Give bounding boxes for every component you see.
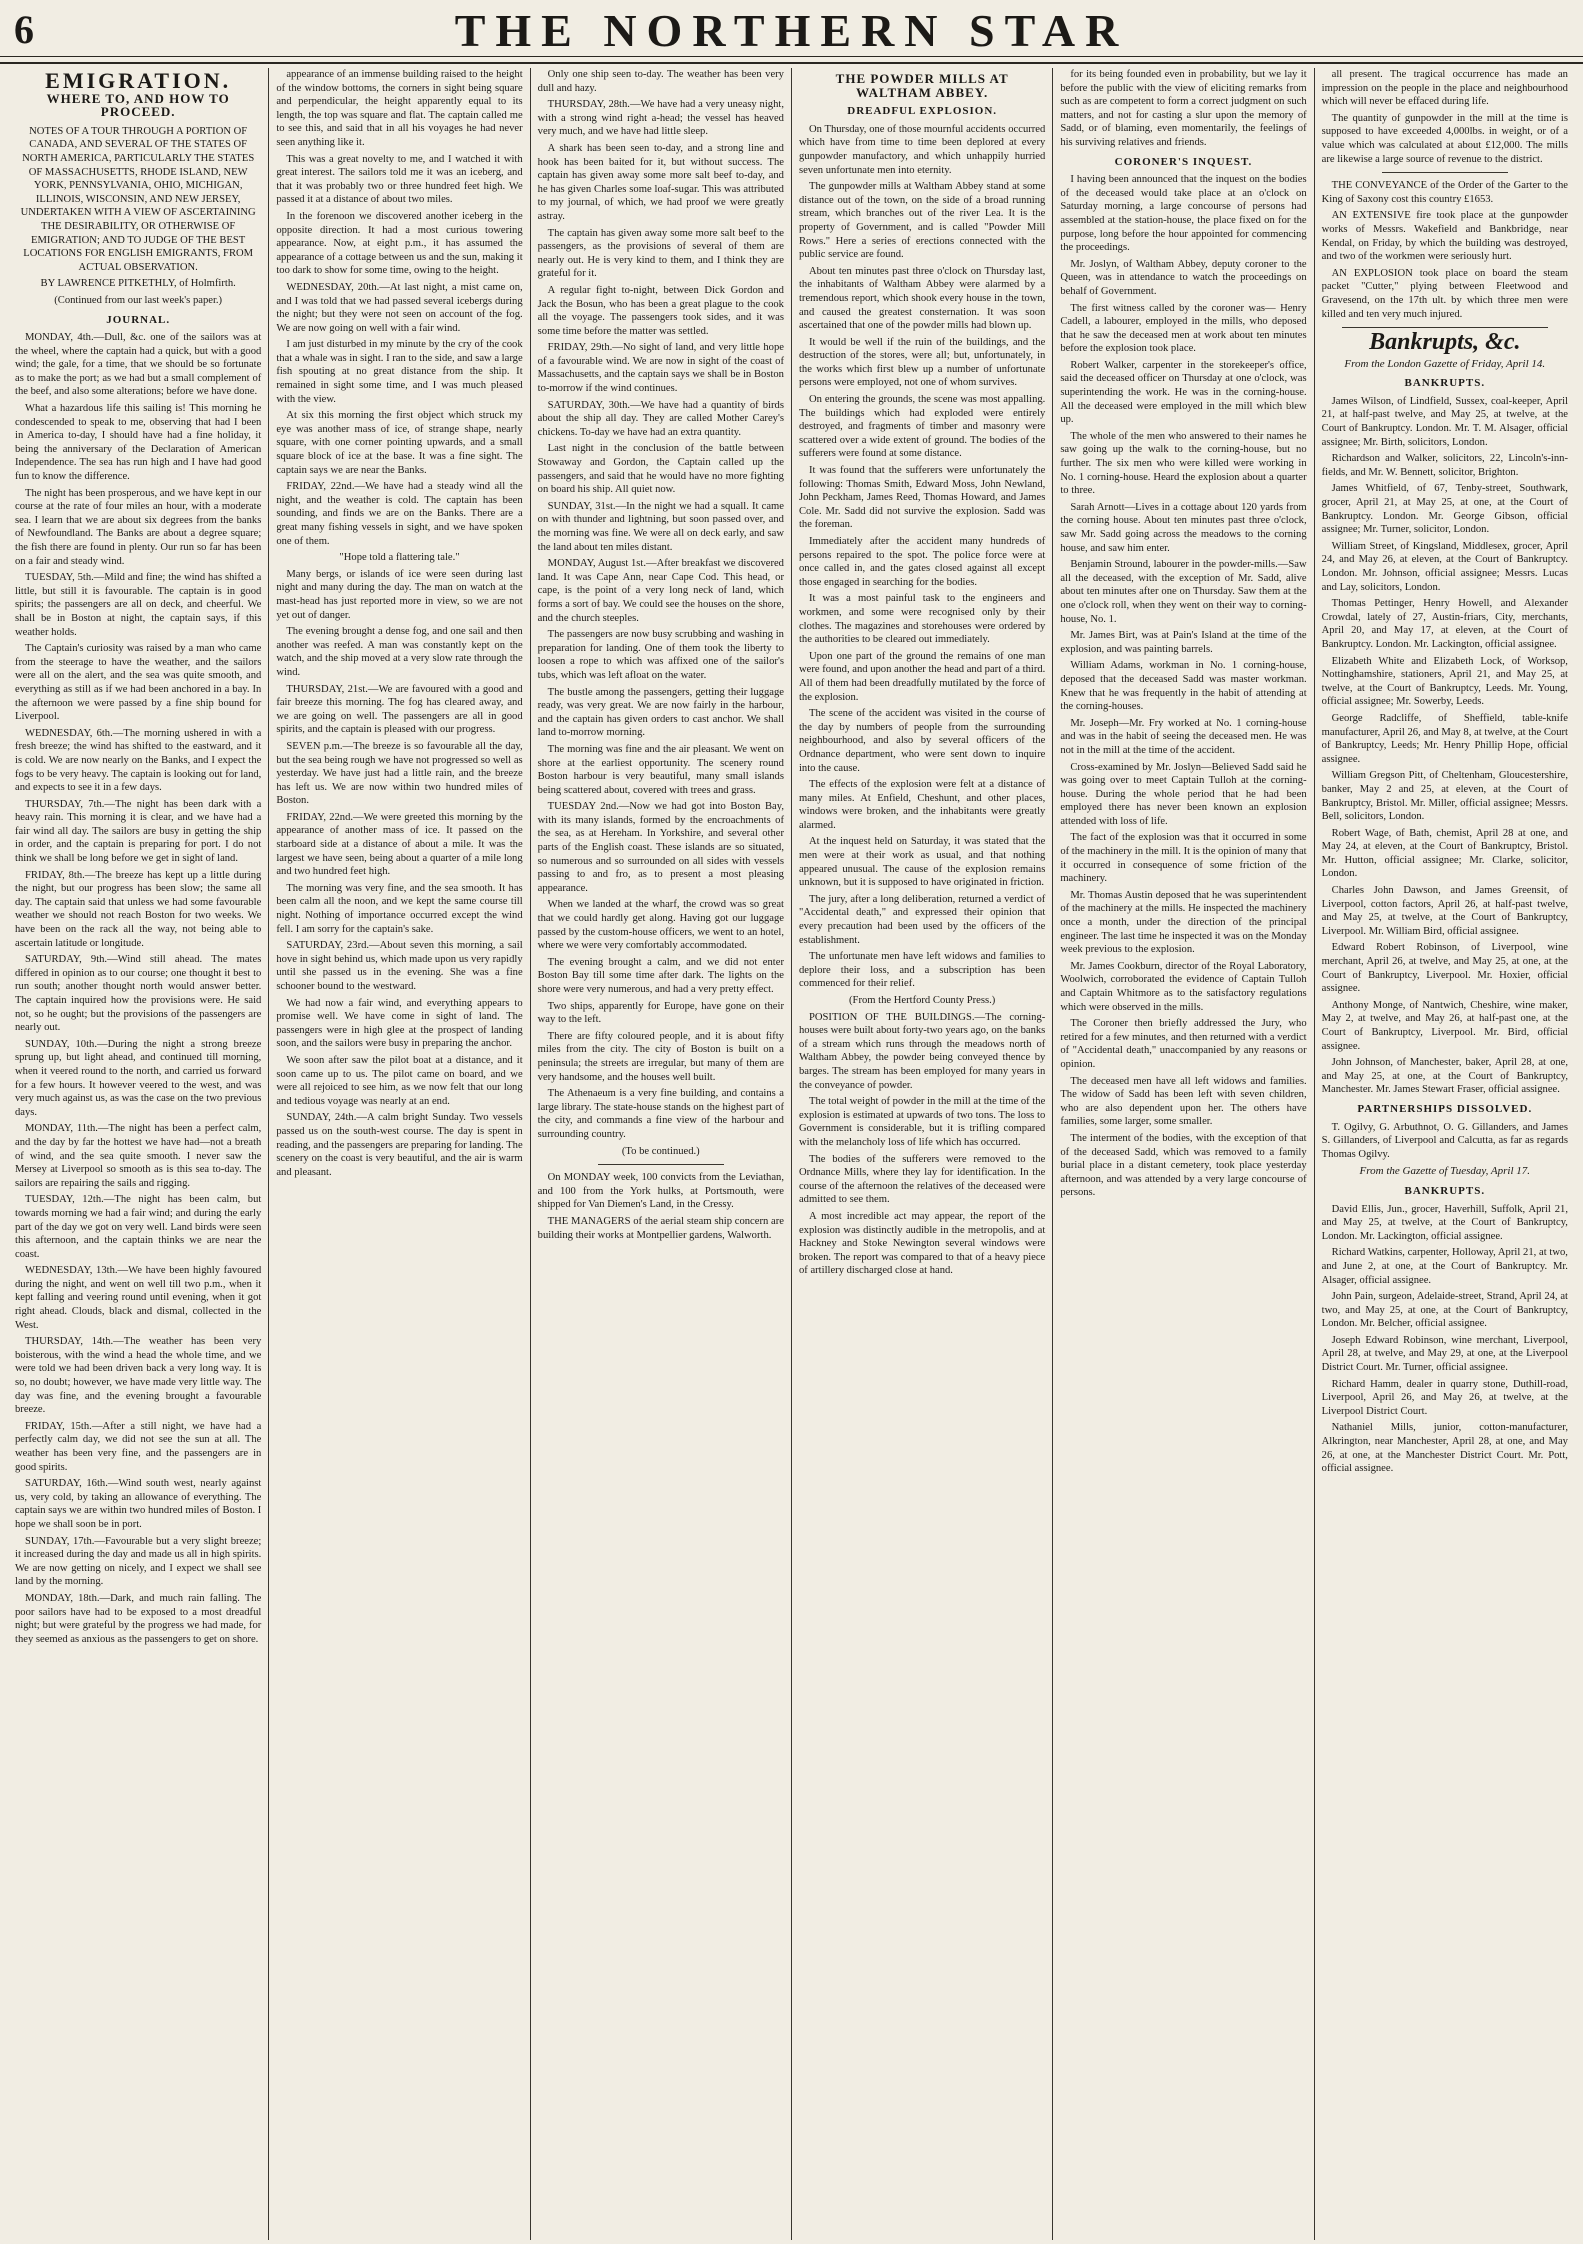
- article-paragraph: The scene of the accident was visited in the course of the day by numbers of people from the surrounding neighbourhood, and also by several officers of the Ordnance department, who were sent down to inquire into the cause.: [798, 708, 1046, 774]
- article-paragraph: all present. The tragical occurrence has made an impression on the people in the place and neighbourhood which will never be effaced during life.: [1321, 69, 1568, 108]
- divider: [598, 1164, 724, 1165]
- article-paragraph: The jury, after a long deliberation, returned a verdict of "Accidental death," and expressed their opinion that every precaution had been used by the officers of the establishment.: [798, 893, 1046, 946]
- bankrupt-entry: Edward Robert Robinson, of Liverpool, wine merchant, April 26, at twelve, and May 25, at one, at the Court of Bankruptcy, Liverpool. Mr. Hoxier, official assignee.: [1321, 942, 1568, 995]
- article-paragraph: The morning was very fine, and the sea smooth. It has been calm all the noon, and we kept the same course till night. Nothing of importance occurred except the wind fell. I am sorry for the captain's sake.: [276, 882, 523, 935]
- article-paragraph: The gunpowder mills at Waltham Abbey stand at some distance out of the town, on the side of a broad running stream, which branches out of the river Lea. It is the property of Government, and is called "Powder Mill Rows." Here a series of erections connected with the public service are found.: [798, 181, 1046, 261]
- article-paragraph: This was a great novelty to me, and I watched it with great interest. The sailors told me it was an iceberg, and that it was probably two or three hundred feet high. We passed it at a distance of about two miles.: [276, 153, 523, 206]
- article-paragraph: Mr. Thomas Austin deposed that he was superintendent of the machinery at the mills. He inspected the machinery once a month, under the direction of the principal engineer. The last time he inspected it was on the Monday week previous to the explosion.: [1060, 889, 1307, 956]
- news-item: AN EXPLOSION took place on board the steam packet "Cutter," plying between Fleetwood and Gravesend, on the 17th ult. by which three men were killed and ten very much injured.: [1321, 267, 1568, 320]
- column-4: [792, 68, 1053, 2240]
- article-paragraph: FRIDAY, 22nd.—We have had a steady wind all the night, and the weather is cold. The captain has been sounding, and finds we are on the Banks. There are a great many fishing vessels in sight, and we have spoken one of them.: [276, 481, 523, 547]
- bankrupt-entry: Nathaniel Mills, junior, cotton-manufacturer, Alkrington, near Manchester, April 28, at one, and May 26, at one, at the Manchester District Court. Mr. Pott, official assignee.: [1321, 1422, 1568, 1475]
- article-paragraph: FRIDAY, 8th.—The breeze has kept up a little during the night, but our progress has been slow; the same all day. The captain said that unless we had some favourable weather we should not reach Boston for two weeks. We have been on the rack all the way, not being able to ascertain latitude or longitude.: [15, 869, 262, 949]
- masthead: THE NORTHERN STAR: [454, 5, 1129, 56]
- article-paragraph: MONDAY, 11th.—The night has been a perfect calm, and the day by far the hottest we have had—not a breath of wind, and the sea quite smooth. I never saw the Mersey at Liverpool so smooth as is this sea to-day. The sailors are repairing the sails and rigging.: [15, 1123, 262, 1189]
- article-paragraph: SUNDAY, 10th.—During the night a strong breeze sprung up, but light ahead, and continued till morning, when it veered round to the north, and carried us forward for a few hours. It however veered to the west, and was very much against us, as was the case on the two previous days.: [15, 1038, 262, 1118]
- article-paragraph: The deceased men have all left widows and families. The widow of Sadd has been left with seven children, who are also dependent upon her. The others have families, some larger, some smaller.: [1060, 1075, 1307, 1128]
- article-paragraph: The night has been prosperous, and we have kept in our course at the rate of four miles an hour, with a moderate sea. I learn that we are about six degrees from the banks of Newfoundland. The Banks are about a degree square; the fish there are found in plenty. Our run so far has been on a fair and steady wind.: [15, 487, 262, 567]
- news-item: On MONDAY week, 100 convicts from the Leviathan, and 100 from the York hulks, at Portsmouth, were shipped for Van Diemen's Land, in the Cressy.: [537, 1172, 784, 1211]
- divider: [1342, 327, 1548, 328]
- journal-heading: JOURNAL.: [106, 313, 171, 326]
- article-paragraph: The Coroner then briefly addressed the Jury, who retired for a few minutes, and then returned with a verdict of "Accidental death," unaccompanied by any reasons or opinion.: [1060, 1018, 1307, 1070]
- column-1: [8, 68, 269, 2240]
- article-paragraph: The bustle among the passengers, getting their luggage ready, was very great. We are now fairly in the harbour, and the captain has given orders to cast anchor. We shall land to-morrow morning.: [537, 686, 784, 739]
- article-paragraph: It was found that the sufferers were unfortunately the following: Thomas Smith, Edward Moss, John Newland, John Peckham, James Reed, Thomas Howard, and James Cole. Mr. Sadd did not survive the explosion. Sadd was the foreman.: [798, 465, 1046, 531]
- column-6: [1315, 68, 1575, 2240]
- article-paragraph: Robert Walker, carpenter in the storekeeper's office, said the deceased officer on Thursday at one o'clock, was superintending the work. He was in the corning-house. All the deceased were employed in the mill which blew up.: [1060, 359, 1307, 426]
- article-paragraph: The morning was fine and the air pleasant. We went on shore at the earliest opportunity. The scenery round Boston harbour is very beautiful, many small islands being scattered about, covered with trees and grass.: [537, 743, 784, 796]
- bankrupt-entry: John Pain, surgeon, Adelaide-street, Strand, April 24, at two, and May 25, at one, at the Court of Bankruptcy, London. Mr. Belcher, official assignee.: [1321, 1291, 1568, 1330]
- article-paragraph: Upon one part of the ground the remains of one man were found, and upon another the head and part of a third. All of them had been dreadfully mutilated by the force of the explosion.: [798, 650, 1046, 703]
- article-paragraph: Mr. James Cookburn, director of the Royal Laboratory, Woolwich, corroborated the evidence of Captain Tulloh and Captain Whitmore as to the satisfactory regulations which were observed in the mills.: [1060, 960, 1307, 1013]
- article-title: THE POWDER MILLS AT WALTHAM ABBEY.: [835, 71, 1009, 100]
- article-paragraph: At the inquest held on Saturday, it was stated that the men were at their work as usual, and that nothing appeared unusual. The cause of the explosion remains unknown, but it is supposed to have originated in friction.: [798, 836, 1046, 889]
- gazette-dateline: From the Gazette of Tuesday, April 17.: [1359, 1165, 1531, 1178]
- article-paragraph: TUESDAY, 12th.—The night has been calm, but towards morning we had a fair wind; and during the early part of the day we got on very well. Land birds were seen this afternoon, and the captain thinks we are near the coast.: [15, 1194, 262, 1260]
- article-paragraph: It would be well if the ruin of the buildings, and the destruction of the stores, were all; but, unfortunately, in the works which first blew up a number of unfortunate persons were employed, not one of whom survives.: [798, 336, 1046, 389]
- article-paragraph: SATURDAY, 16th.—Wind south west, nearly against us, very cold, by taking an allowance of everything. The captain says we are within two hundred miles of Boston. I hope we shall soon be in port.: [15, 1478, 262, 1530]
- article-paragraph: On entering the grounds, the scene was most appalling. The buildings which had exploded were entirely destroyed, and fragments of timber and masonry were scattered over a wide extent of ground. The bodies of the sufferers were found at some distance.: [798, 394, 1046, 460]
- bankrupt-entry: Charles John Dawson, and James Greensit, of Liverpool, cotton factors, April 26, at half-past twelve, and May 25, at twelve, at the Court of Bankruptcy, Liverpool. Mr. William Bird, official assignee.: [1321, 885, 1568, 937]
- article-paragraph: The bodies of the sufferers were removed to the Ordnance Mills, where they lay for identification. In the course of the afternoon the relatives of the deceased were admitted to see them.: [798, 1153, 1046, 1206]
- article-paragraph: The passengers are now busy scrubbing and washing in preparation for landing. One of them took the liberty to loosen a rope to which was affixed one of the sailor's tubs, which was left afloat on the water.: [537, 629, 784, 681]
- gazette-dateline: From the London Gazette of Friday, April 14.: [1344, 357, 1546, 370]
- article-subtitle: DREADFUL EXPLOSION.: [847, 105, 998, 118]
- bankrupt-entry: George Radcliffe, of Sheffield, table-knife manufacturer, April 26, and May 8, at twelve, at the Court of Bankruptcy, Leeds; Mr. Henry Phillip Hope, official assignee.: [1321, 712, 1568, 765]
- article-paragraph: Immediately after the accident many hundreds of persons repaired to the spot. The police force were at once called in, and the gates closed against all except those engaged in searching for the bodies.: [798, 536, 1046, 588]
- bankrupts-label: BANKRUPTS.: [1404, 1184, 1486, 1197]
- news-item: THE CONVEYANCE of the Order of the Garter to the King of Saxony cost this country £1653.: [1321, 180, 1568, 205]
- article-paragraph: TUESDAY, 5th.—Mild and fine; the wind has shifted a little, but still it is favourable. The captain is in good spirits; the passengers are all on deck, and cheerful. We shall be in Boston at night, the captain says, if this weather holds.: [15, 572, 262, 638]
- bankrupt-entry: James Wilson, of Lindfield, Sussex, coal-keeper, April 21, at half-past twelve, and May 25, at twelve, at the Court of Bankruptcy. London. Mr. T. M. Alsager, official assignee; Mr. Birth, solicitors, London.: [1321, 395, 1568, 448]
- article-paragraph: The whole of the men who answered to their names he saw going up the walk to the corning-house, but no further. The six men who were killed were working in No. 1 corning-house. Heard the explosion about a quarter to three.: [1060, 430, 1307, 497]
- bankrupt-entry: Richard Hamm, dealer in quarry stone, Duthill-road, Liverpool, April 26, and May 26, at twelve, at the Liverpool District Court.: [1321, 1378, 1568, 1417]
- article-paragraph: SATURDAY, 30th.—We have had a quantity of birds about the ship all day. They are called Mother Carey's chickens. To-day we have had an extra quantity.: [537, 399, 784, 438]
- article-paragraph: The first witness called by the coroner was— Henry Cadell, a labourer, employed in the mills, who deposed that he saw the deceased men at work about ten minutes before the explosion took place.: [1060, 302, 1307, 355]
- article-paragraph: FRIDAY, 29th.—No sight of land, and very little hope of a favourable wind. We are now in sight of the coast of Massachusetts, and the captain says we shall be in Boston to-morrow if the wind continues.: [537, 342, 784, 395]
- article-paragraph: MONDAY, 18th.—Dark, and much rain falling. The poor sailors have had to be exposed to a most dreadful night; but were grateful by the progress we had made, for they seemed as anxious as the passengers to get on shore.: [15, 1592, 262, 1645]
- bankrupt-entry: Anthony Monge, of Nantwich, Cheshire, wine maker, May 2, at twelve, and May 26, at half-past one, at the Court of Bankruptcy, Liverpool. Mr. Bird, official assignee.: [1321, 999, 1568, 1052]
- bankrupts-label: BANKRUPTS.: [1404, 377, 1486, 390]
- bankrupt-entry: David Ellis, Jun., grocer, Haverhill, Suffolk, April 21, and May 25, at twelve, at the Court of Bankruptcy, London. Mr. Lackington, official assignee.: [1321, 1203, 1568, 1242]
- article-paragraph: In the forenoon we discovered another iceberg in the opposite direction. It had a most curious towering appearance. Now, at eight p.m., it has assumed the appearance of a cottage between us and the sun, making it too dark to show for some time, owing to the height.: [276, 210, 523, 277]
- inquest-heading: CORONER'S INQUEST.: [1114, 155, 1253, 168]
- article-paragraph: On Thursday, one of those mournful accidents occurred which have from time to time been deplored at every gunpowder manufactory, and which unhappily hurried seven unfortunate men into eternity.: [798, 123, 1046, 176]
- quotation: "Hope told a flattering tale.": [339, 552, 460, 564]
- article-paragraph: We had now a fair wind, and everything appears to promise well. We have come in sight of land. The passengers were in high glee at the prospect of landing soon, and the sailors were busy in preparing the anchor.: [276, 997, 523, 1050]
- article-paragraph: SATURDAY, 9th.—Wind still ahead. The mates differed in opinion as to our course; one thought it best to run south; another thought north would answer better. The captain inquired how the provisions were. He said not, so he ought; but the provisions of the passengers are nearly out.: [15, 954, 262, 1034]
- section-subtitle: WHERE TO, AND HOW TO PROCEED.: [46, 90, 230, 120]
- article-paragraph: Mr. Joslyn, of Waltham Abbey, deputy coroner to the Queen, was in attendance to watch the proceedings on behalf of Government.: [1060, 258, 1307, 297]
- article-paragraph: POSITION OF THE BUILDINGS.—The corning-houses were built about forty-two years ago, on the banks of a stream which runs through the meadows north of Waltham Abbey, the powder being conveyed thence by barges. The stream has been employed for many years in the conveyance of powder.: [798, 1011, 1046, 1091]
- article-paragraph: SUNDAY, 17th.—Favourable but a very slight breeze; it increased during the day and made us all in high spirits. We are now getting on nicely, and I expect we shall see land by the morning.: [15, 1535, 262, 1588]
- news-item: THE MANAGERS of the aerial steam ship concern are building their works at Montpellier gardens, Walworth.: [537, 1215, 784, 1241]
- bankrupt-entry: Robert Wage, of Bath, chemist, April 28 at one, and May 24, at eleven, at the Court of Bankruptcy, Bristol. Mr. Hutton, official assignee; Mr. Clarke, solicitor, London.: [1321, 827, 1568, 880]
- section-title: EMIGRATION.: [45, 68, 232, 93]
- article-paragraph: It was a most painful task to the engineers and workmen, and some were recognised only by their clothes. The magazines and storehouses were ordered by the authorities to be cleared out immediately.: [798, 593, 1046, 646]
- article-paragraph: Sarah Arnott—Lives in a cottage about 120 yards from the corning house. About ten minutes past three o'clock, saw Mr. Sadd going across the meadows to the corning house, and saw him enter.: [1060, 501, 1307, 554]
- article-paragraph: The fact of the explosion was that it occurred in some of the machinery in the mill. It is the opinion of many that it occurred in consequence of some friction of the machinery.: [1060, 832, 1307, 885]
- bankrupt-entry: Richardson and Walker, solicitors, 22, Lincoln's-inn-fields, and Mr. W. Bennett, solicitor, Brighton.: [1321, 453, 1568, 478]
- article-paragraph: The captain has given away some more salt beef to the passengers, as the provisions of several of them are nearly out. He is very kind to them, and I think they are grateful for it.: [537, 227, 784, 280]
- article-paragraph: TUESDAY 2nd.—Now we had got into Boston Bay, with its many islands, formed by the encroachments of the sea, as at Hereham. In Yorkshire, and several other parts of the English coast. These islands are so situated, so numerous and so surrounded on all sides with vessels passing to and fro, as to present a most pleasing appearance.: [537, 801, 784, 894]
- column-3: [531, 68, 792, 2240]
- article-paragraph: WEDNESDAY, 13th.—We have been highly favoured during the night, and went on well till two p.m., when it kept falling and veering round until evening, when it got right ahead. Clouds, black and dismal, collected in the West.: [15, 1265, 262, 1331]
- article-paragraph: Mr. James Birt, was at Pain's Island at the time of the explosion, and was painting barrels.: [1060, 630, 1307, 655]
- page-header: [0, 0, 1583, 64]
- article-paragraph: Cross-examined by Mr. Joslyn—Believed Sadd said he was going over to meet Captain Tulloh at the corning-house. During the whole period that he had been employed there has never been known an explosion attended with loss of life.: [1060, 761, 1307, 827]
- article-paragraph: Last night in the conclusion of the battle between Stowaway and Gordon, the Captain called up the passengers, and said that he would have no more fighting on board his ship. All quiet now.: [537, 443, 784, 496]
- article-paragraph: There are fifty coloured people, and it is about fifty miles from the city. The city of Boston is built on a peninsula; the streets are irregular, but many of them are very handsome, and the houses well built.: [537, 1030, 784, 1083]
- tour-notes: NOTES OF A TOUR THROUGH A PORTION OF CANADA, AND SEVERAL OF THE STATES OF NORTH AMERICA, PARTICULARLY THE STATES OF MASSACHUSETTS, RHODE ISLAND, NEW YORK, PENNSYLVANIA, OHIO, MICHIGAN, ILLINOIS, WISCONSIN, AND NEW JERSEY, UNDERTAKEN WITH A VIEW OF ASCERTAINING THE DESIRABILITY, OR OTHERWISE OF EMIGRATION; AND TO JUDGE OF THE BEST LOCATIONS FOR ENGLISH EMIGRANTS, FROM ACTUAL OBSERVATION.: [20, 125, 256, 273]
- bankrupt-entry: Thomas Pettinger, Henry Howell, and Alexander Crowdal, lately of 27, Austin-friars, City, merchants, April 20, and May 17, at eleven, at the Court of Bankruptcy. London. Mr. Lackington, official assignee.: [1321, 598, 1568, 650]
- bankrupt-entry: William Street, of Kingsland, Middlesex, grocer, April 24, and May 26, at eleven, at the Court of Bankruptcy. London. Mr. Johnson, official assignee; Messrs. Lucas and Lay, solicitors, London.: [1321, 540, 1568, 593]
- source-note: (From the Hertford County Press.): [849, 995, 996, 1006]
- article-paragraph: Many bergs, or islands of ice were seen during last night and many during the day. The man on watch at the mast-head has just reported more in view, so we are not yet out of danger.: [276, 568, 523, 621]
- article-paragraph: The Athenaeum is a very fine building, and contains a large library. The state-house stands on the highest part of the city, and commands a fine view of the harbour and surrounding country.: [537, 1088, 784, 1140]
- article-paragraph: William Adams, workman in No. 1 corning-house, deposed that the deceased Sadd was master workman. Knew that he was frequently in the habit of attending at the corning-houses.: [1060, 660, 1307, 713]
- article-paragraph: The effects of the explosion were felt at a distance of many miles. At Enfield, Cheshunt, and other places, windows were broken, and the inhabitants were greatly alarmed.: [798, 779, 1046, 831]
- article-paragraph: THURSDAY, 14th.—The weather has been very boisterous, with the wind a head the whole time, and we were told we had been driven back a very long way. It is so, no doubt; however, we have made very little way. The day was fine, and the evening brought a favourable breeze.: [15, 1336, 262, 1416]
- partnerships-heading: PARTNERSHIPS DISSOLVED.: [1357, 1102, 1533, 1115]
- article-paragraph: FRIDAY, 15th.—After a still night, we have had a perfectly calm day, we did not see the sun at all. The weather has been very fine, and the passengers are in good spirits.: [15, 1420, 262, 1473]
- article-paragraph: THURSDAY, 7th.—The night has been dark with a heavy rain. This morning it is clear, and we have had a fair wind all day. The sailors are busy in getting the ship in order, and the captain is preparing for port. I do not think we shall be long before we get in sight of land.: [15, 798, 262, 865]
- article-paragraph: THURSDAY, 28th.—We have had a very uneasy night, with a strong wind right a-head; the vessel has heaved very much, and we have had little sleep.: [537, 99, 784, 138]
- article-paragraph: MONDAY, August 1st.—After breakfast we discovered land. It was Cape Ann, near Cape Cod. This head, or cape, is the point of a very long neck of land, which forms a sort of bay. We could see the houses on the shore, and the church steeples.: [537, 558, 784, 624]
- continued-note: (Continued from our last week's paper.): [54, 294, 223, 306]
- article-paragraph: Two ships, apparently for Europe, have gone on their way to the left.: [537, 1000, 784, 1026]
- article-paragraph: About ten minutes past three o'clock on Thursday last, the inhabitants of Waltham Abbey were alarmed by a tremendous report, which shook every house in the town, and caused the greatest consternation. It was soon ascertained that one of the powder mills had blown up.: [798, 265, 1046, 332]
- newspaper-columns: [8, 68, 1575, 2240]
- article-paragraph: FRIDAY, 22nd.—We were greeted this morning by the appearance of another mass of ice. It passed on the starboard side at a distance of about a mile. It was the largest we have seen, being about a quarter of a mile long and two hundred feet high.: [276, 811, 523, 878]
- article-paragraph: A shark has been seen to-day, and a strong line and hook has been baited for it, but without success. The captain has given away some more salt beef to-day, and he has given Charles some loaf-sugar. This was attributed to my journal, of which, we had proof we were greatly astray.: [537, 142, 784, 222]
- partnership-entry: T. Ogilvy, G. Arbuthnot, O. G. Gillanders, and James S. Gillanders, of Liverpool and Calcutta, as far as regards Thomas Ogilvy.: [1321, 1121, 1568, 1160]
- column-5: [1053, 68, 1314, 2240]
- article-paragraph: At six this morning the first object which struck my eye was another mass of ice, of strange shape, nearly square, with one corner pointing upwards, and a small square block of ice at the base. It was a fine sight. The captain says we are near the Banks.: [276, 410, 523, 476]
- article-paragraph: SATURDAY, 23rd.—About seven this morning, a sail hove in sight behind us, which made upon us very rapidly until she passed us in the evening. She was a fine schooner bound to the westward.: [276, 940, 523, 992]
- article-paragraph: The total weight of powder in the mill at the time of the explosion is estimated at upwards of two tons. The loss to Government is considerable, but it is trifling compared with the melancholy loss of life which has occurred.: [798, 1096, 1046, 1148]
- news-item: AN EXTENSIVE fire took place at the gunpowder works of Messrs. Wakefield and Bankbridge, near Kendal, on Friday, by which the building was destroyed, and two of the workmen were seriously hurt.: [1321, 210, 1568, 263]
- bankrupt-entry: Richard Watkins, carpenter, Holloway, April 21, at two, and June 2, at one, at the Court of Bankruptcy. Mr. Alsager, official assignee.: [1321, 1247, 1568, 1286]
- article-paragraph: We soon after saw the pilot boat at a distance, and it soon came up to us. The pilot came on board, and we were all rejoiced to see him, as we now felt that our long and tedious voyage was nearly at an end.: [276, 1054, 523, 1107]
- bankrupt-entry: Joseph Edward Robinson, wine merchant, Liverpool, April 28, at twelve, and May 29, at one, at the Liverpool District Court. Mr. Turner, official assignee.: [1321, 1334, 1568, 1374]
- bankrupt-entry: Elizabeth White and Elizabeth Lock, of Worksop, Nottinghamshire, stationers, April 21, and May 25, at twelve, at the Court of Bankruptcy, Leeds. Mr. Young, official assignee; Mr. Sowerby, Leeds.: [1321, 655, 1568, 708]
- bankrupt-entry: William Gregson Pitt, of Cheltenham, Gloucestershire, banker, May 2 and 25, at eleven, at the Court of Bankruptcy, Bristol. Mr. Miller, official assignee; Messrs. Bell, solicitors, London.: [1321, 770, 1568, 823]
- article-paragraph: Benjamin Stround, labourer in the powder-mills.—Saw all the deceased, with the exception of Mr. Sadd, alive about ten minutes after one on Thursday. Saw them at the one o'clock roll, when they went on their way to corning-house, No. 1.: [1060, 559, 1307, 625]
- article-paragraph: WEDNESDAY, 6th.—The morning ushered in with a fresh breeze; the wind has shifted to the eastward, and it is cold. We are now nearly on the Banks, and I expect the fogs to be very heavy. The captain is looking out for land, and expects to see it in a few days.: [15, 727, 262, 794]
- article-paragraph: appearance of an immense building raised to the height of the window bottoms, the corners in sight being square and perpendicular, the height apparently equal to its length, the top was square and flat. The captain called me to see this, and said that in all his voyages he had never seen anything like it.: [276, 69, 523, 148]
- bankrupt-entry: John Johnson, of Manchester, baker, April 28, at one, and May 25, at one, at the Court of Bankruptcy, Manchester. Mr. James Stewart Fraser, official assignee.: [1321, 1057, 1568, 1096]
- article-paragraph: The Captain's curiosity was raised by a man who came from the steerage to have the weather, and the sailors were all on the alert, and the sea was quite smooth, and everything as still as if we had been anchored in a bay. In the afternoon we were passed by a fine ship bound for Liverpool.: [15, 643, 262, 723]
- article-paragraph: What a hazardous life this sailing is! This morning he condescended to speak to me, observing that had I been in America to-day, I should have had a fine holiday, it being the anniversary of the Declaration of American Independence. The sea has run high and I have had good fun to know the difference.: [15, 403, 262, 483]
- header-rule: [0, 56, 1583, 57]
- bankrupts-heading: Bankrupts, &c.: [1369, 329, 1521, 356]
- article-paragraph: SUNDAY, 24th.—A calm bright Sunday. Two vessels passed us on the south-west course. The day is spent in reading, and the passengers are preparing for landing. The scenery on the coast is very beautiful, and the air is warm and pleasant.: [276, 1112, 523, 1178]
- article-paragraph: The evening brought a calm, and we did not enter Boston Bay till some time after dark. The lights on the shore were very numerous, and had a very pretty effect.: [537, 956, 784, 995]
- continued-note: (To be continued.): [621, 1145, 700, 1157]
- article-paragraph: I having been announced that the inquest on the bodies of the deceased would take place at an o'clock on Saturday morning, a large concourse of persons had assembled at the station-house, the place fixed on for the purpose, long before the hour appointed for commencing the proceedings.: [1060, 174, 1307, 254]
- article-paragraph: The quantity of gunpowder in the mill at the time is supposed to have exceeded 4,000lbs. in weight, or of a value which was calculated at about £12,000. The mills are likewise a large source of revenue to the district.: [1321, 112, 1568, 165]
- article-paragraph: A most incredible act may appear, the report of the explosion was distinctly audible in the metropolis, and at Hackney and Stoke Newington several windows were broken. The report was compared to that of a heavy piece of artillery discharged close at hand.: [798, 1210, 1046, 1277]
- article-paragraph: Mr. Joseph—Mr. Fry worked at No. 1 corning-house and was in the habit of seeing the deceased men. He was not in the mill at the time of the accident.: [1060, 717, 1307, 756]
- bankrupt-entry: James Whitfield, of 67, Tenby-street, Southwark, grocer, April 21, at May 25, at one, at the Court of Bankruptcy. London. Mr. George Gibson, official assignee; Mr. Turner, solicitor, London.: [1321, 483, 1568, 536]
- article-paragraph: WEDNESDAY, 20th.—At last night, a mist came on, and I was told that we had passed several icebergs during the night; but they were not seen on account of the fog. We are now going on well with a fair wind.: [276, 281, 523, 334]
- article-paragraph: for its being founded even in probability, but we lay it before the public with the view of eliciting remarks from such as are competent to form a correct judgment on such matters, and not for casting a slur upon the memory of Sadd, or of blaming, even momentarily, the feelings of his surviving relatives and friends.: [1060, 69, 1307, 148]
- byline: BY LAWRENCE PITKETHLY, of Holmfirth.: [40, 278, 236, 290]
- article-paragraph: A regular fight to-night, between Dick Gordon and Jack the Bosun, who has been a great plague to the cook all the voyage. The passengers took sides, and it was some time before the matter was settled.: [537, 284, 784, 337]
- column-2: [269, 68, 530, 2240]
- divider: [1382, 172, 1508, 173]
- article-paragraph: When we landed at the wharf, the crowd was so great that we could hardly get along. Having got our luggage passed by the custom-house officers, we went to an hotel, where we were very comfortably accommodated.: [537, 899, 784, 952]
- page-number: 6: [14, 7, 34, 52]
- article-paragraph: The unfortunate men have left widows and families to deplore their loss, and a subscription has been commenced for their relief.: [798, 951, 1046, 990]
- article-paragraph: SEVEN p.m.—The breeze is so favourable all the day, but the sea being rough we have not progressed so well as yesterday. We have just had a little rain, and the breeze has left us. We are now within two hundred miles of Boston.: [276, 740, 523, 807]
- article-paragraph: SUNDAY, 31st.—In the night we had a squall. It came on with thunder and lightning, but soon passed over, and the morning was fine. We were all on deck early, and saw the land about ten miles distant.: [537, 500, 784, 553]
- article-paragraph: The interment of the bodies, with the exception of that of the deceased Sadd, which was removed to a family burial place in a distant cemetery, took place yesterday afternoon, and was attended by a very large concourse of persons.: [1060, 1132, 1307, 1199]
- article-paragraph: I am just disturbed in my minute by the cry of the cook that a whale was in sight. I ran to the side, and saw a large fish spouting at no great distance from the ship. It remained in sight some time, and I was much pleased with the view.: [276, 339, 523, 405]
- article-paragraph: Only one ship seen to-day. The weather has been very dull and hazy.: [537, 69, 784, 94]
- article-paragraph: The evening brought a dense fog, and one sail and then another was reefed. A man was constantly kept on the watch, and the ship moved at a very slow rate through the wind.: [276, 626, 523, 678]
- article-paragraph: MONDAY, 4th.—Dull, &c. one of the sailors was at the wheel, where the captain had a quick, but with a good wind; the gale, for a time, that we should be so fortunate as to make the port; as we had but a small complement of the beef, and also some alterations; before we have done.: [15, 332, 262, 398]
- article-paragraph: THURSDAY, 21st.—We are favoured with a good and fair breeze this morning. The fog has cleared away, and we are going on well. The passengers are all in good spirits, and the captain is pleased with our progress.: [276, 683, 523, 736]
